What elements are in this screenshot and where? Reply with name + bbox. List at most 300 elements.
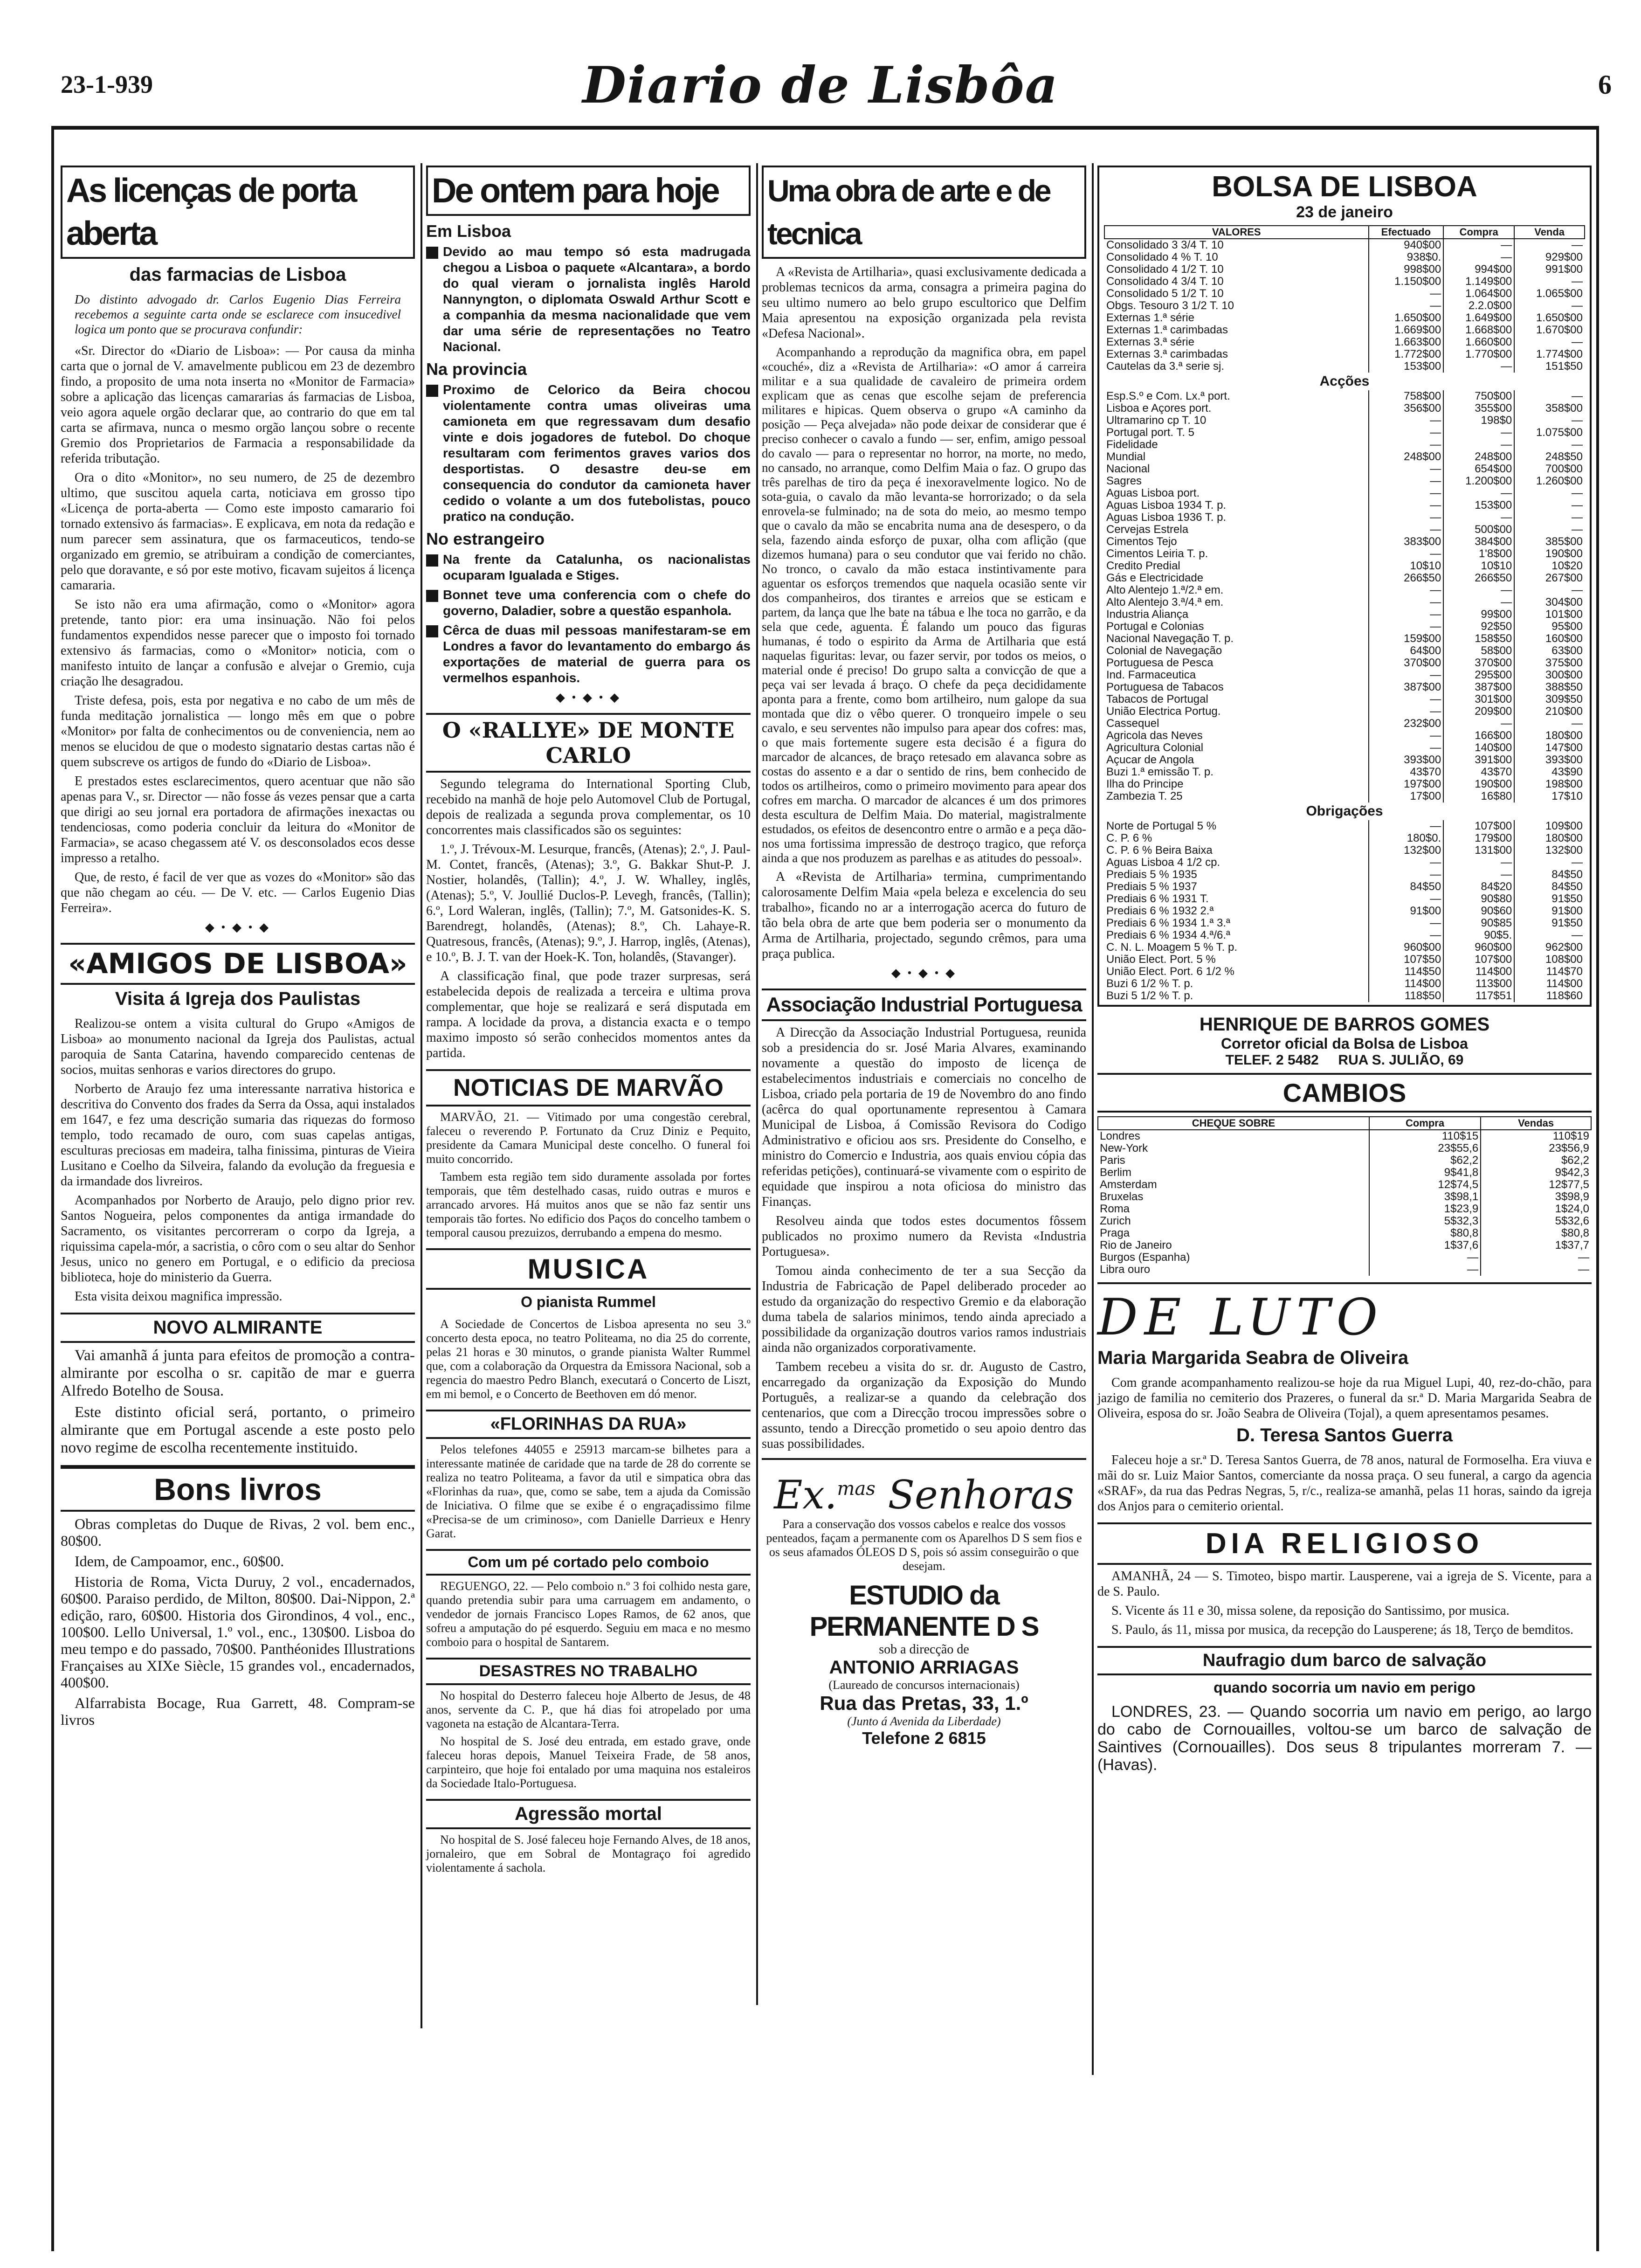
- row-value: 90$60: [1443, 905, 1514, 917]
- row-value: 110$15: [1369, 1130, 1481, 1142]
- corretor-box: [1097, 1014, 1592, 1068]
- row-value: —: [1514, 390, 1585, 402]
- row-value: 9$42,3: [1481, 1167, 1591, 1179]
- row-value: 248$00: [1369, 451, 1444, 463]
- row-value: —: [1481, 1252, 1591, 1264]
- table-row: [1104, 300, 1585, 312]
- bullet-square-icon: [426, 590, 438, 602]
- row-label: Cimentos Leiria T. p.: [1106, 547, 1208, 560]
- row-value: 387$00: [1369, 681, 1444, 693]
- article-title-ontem: De ontem para hoje: [426, 166, 751, 216]
- category-obrigacoes: Obrigações: [1306, 803, 1383, 819]
- row-label: Ind. Farmaceutica: [1106, 669, 1196, 681]
- row-value: 1.075$00: [1514, 427, 1585, 439]
- column-1: [61, 166, 415, 1732]
- ad-text: Para a conservação dos vossos cabelos e realce dos vossos penteados, façam a permanente com os Aparelhos D S sem fios e os seus afamados ÓLEOS D S, pois só assim conseguirão o que desejam.: [766, 1517, 1082, 1573]
- section-divider: [1097, 1282, 1592, 1284]
- table-row: [1098, 1155, 1591, 1167]
- row-value: 375$00: [1514, 657, 1585, 669]
- row-value: 209$00: [1443, 705, 1514, 718]
- row-value: —: [1514, 524, 1585, 536]
- header-rule: [51, 126, 1599, 130]
- ad-estudio-address-note: (Junto á Avenida da Liberdade): [847, 1715, 1001, 1728]
- table-row: [1104, 415, 1585, 427]
- table-row: [1104, 560, 1585, 572]
- row-value: 962$00: [1514, 941, 1585, 954]
- row-label: Libra ouro: [1100, 1263, 1151, 1276]
- row-label: Prediais 5 % 1937: [1106, 880, 1197, 893]
- row-label: Nacional: [1106, 463, 1150, 475]
- row-value: 248$00: [1443, 451, 1514, 463]
- row-value: —: [1481, 1264, 1591, 1276]
- paragraph: S. Paulo, ás 11, missa por musica, da recepção do Lausperene; ás 18, Terço de bemditos.: [1111, 1623, 1573, 1637]
- row-value: —: [1514, 336, 1585, 348]
- row-value: 700$00: [1514, 463, 1585, 475]
- column-rule-1: [421, 163, 422, 2028]
- row-value: —: [1369, 463, 1444, 475]
- ad-estudio-direction: sob a direcção de: [879, 1642, 969, 1657]
- table-row: [1104, 657, 1585, 669]
- row-value: 1.649$00: [1443, 312, 1514, 324]
- row-value: —: [1514, 300, 1585, 312]
- row-value: 3$98,1: [1369, 1191, 1481, 1203]
- row-value: 108$00: [1514, 954, 1585, 966]
- table-row: [1104, 487, 1585, 499]
- row-label: Prediais 6 % 1934 4.ª/6.ª: [1106, 929, 1230, 941]
- paragraph: A classificação final, que pode trazer surpresas, será estabelecida depois de realizada a terceira e ultima prova complementar, que hoje se realizará e será disputada em rampa. A locidade da prova, a distancia exacta e o tempo maximo imposto só serão conhecidos momentos antes da partida.: [426, 969, 751, 1060]
- paragraph: Segundo telegrama do International Sporting Club, recebido na manhã de hoje pelo Automovel Club de Portugal, depois de realizada a segunda prova complementar, os 10 concorrentes mais classificados são os seguintes:: [426, 777, 751, 837]
- paragraph: A «Revista de Artilharia», quasi exclusivamente dedicada a problemas tecnicos da arma, consagra a primeira pagina do seu ultimo numero ao belo grupo escultorico que Delfim Maia apresentou na exposição organizada pela revista «Defesa Nacional».: [762, 265, 1086, 341]
- table-row: [1104, 621, 1585, 633]
- row-value: 300$00: [1514, 669, 1585, 681]
- row-value: $80,8: [1369, 1227, 1481, 1239]
- row-label: Praga: [1100, 1227, 1130, 1239]
- article-title-obra: Uma obra de arte e de tecnica: [762, 166, 1086, 259]
- row-value: 110$19: [1481, 1130, 1591, 1142]
- paragraph: Idem, de Campoamor, enc., 60$00.: [75, 1553, 284, 1570]
- row-value: 295$00: [1443, 669, 1514, 681]
- table-row: [1104, 754, 1585, 766]
- paragraph: Com grande acompanhamento realizou-se hoje da rua Miguel Lupi, 40, rez-do-chão, para jazigo de familia no cemiterio dos Prazeres, o funeral da sr.ª D. Maria Margarida Seabra de Oliveira, esposa do sr. João Seabra de Oliveira (Tojal), a quem apresentamos pesames.: [1097, 1376, 1592, 1421]
- row-value: 118$60: [1514, 990, 1585, 1002]
- row-value: 500$00: [1443, 524, 1514, 536]
- table-row: [1104, 288, 1585, 300]
- column-rule-2: [756, 163, 758, 2005]
- row-value: 391$00: [1443, 754, 1514, 766]
- row-label: Buzi 5 1/2 % T. p.: [1106, 989, 1193, 1002]
- table-row: [1098, 1264, 1591, 1276]
- paragraph: Se isto não era uma afirmação, como o «Monitor» agora pretende, tanto pior: era uma insinuação. Não foi pelos fundamentos expendidos nesse parecer que o imposto foi tornado extensivo ás farmacias, como o «Monitor» noticia, com o manifesto intuito de lançar a confusão e alvejar o Gremio, cuja criação lhe desagradou.: [61, 597, 415, 689]
- row-value: 960$00: [1369, 941, 1444, 954]
- paragraph: Esta visita deixou magnifica impressão.: [75, 1289, 283, 1304]
- row-label: Credito Predial: [1106, 560, 1180, 572]
- row-value: 90$85: [1443, 917, 1514, 929]
- row-label: Norte de Portugal 5 %: [1106, 820, 1217, 832]
- table-row: [1098, 1203, 1591, 1215]
- row-value: 758$00: [1369, 390, 1444, 402]
- table-row: [1104, 251, 1585, 263]
- row-value: 12$77,5: [1481, 1179, 1591, 1191]
- row-value: —: [1443, 487, 1514, 499]
- row-value: 166$00: [1443, 730, 1514, 742]
- paragraph: Faleceu hoje a sr.ª D. Teresa Santos Guerra, de 78 anos, natural de Formoselha. Era viuva e mãi do sr. Luiz Maior Santos, comerciante da nossa praça. O seu funeral, a cargo da agencia «SRAF», da rua das Pedras Negras, 5, r/c., realiza-se amanhã, pelas 11 horas, saindo da igreja dos Anjos para o cemiterio oriental.: [1097, 1453, 1592, 1514]
- row-value: 750$00: [1443, 390, 1514, 402]
- row-value: —: [1369, 499, 1444, 512]
- row-label: Alto Alentejo 1.ª/2.ª em.: [1106, 584, 1224, 596]
- table-row: [1104, 978, 1585, 990]
- row-value: 385$00: [1514, 536, 1585, 548]
- row-value: 266$50: [1369, 572, 1444, 584]
- row-value: 1.772$00: [1369, 348, 1444, 360]
- row-value: 2.2.0$00: [1443, 300, 1514, 312]
- table-row: [1104, 390, 1585, 402]
- row-value: 388$50: [1514, 681, 1585, 693]
- table-row: [1098, 1130, 1591, 1142]
- row-value: 1$37,7: [1481, 1239, 1591, 1252]
- table-row: [1104, 742, 1585, 754]
- row-value: 1.669$00: [1369, 324, 1444, 336]
- table-row: [1104, 360, 1585, 373]
- row-value: 3$98,9: [1481, 1191, 1591, 1203]
- row-label: Obgs. Tesouro 3 1/2 T. 10: [1106, 299, 1234, 312]
- row-label: Nacional Navegação T. p.: [1106, 632, 1234, 645]
- row-value: —: [1369, 705, 1444, 718]
- table-row: [1104, 844, 1585, 857]
- paragraph: Ora o dito «Monitor», no seu numero, de 25 de dezembro ultimo, que suscitou aquela carta, noticiava em grosso tipo «Licença de porta-aberta — Como este imposto camarario foi tornado extensivo ás farmacias». E explicava, em nota da redação e num parecer sem assinatura, que os farmaceuticos, tendo-se organizado em gremio, se atribuiram a condição de comerciantes, pelo que doravante, e só por este motivo, ficavam sujeitos á licença camararia.: [61, 470, 415, 593]
- paragraph: Acompanhados por Norberto de Araujo, pelo digno prior rev. Santos Nogueira, pelos componentes da antiga irmandade do Sacramento, os visitantes percorreram o corpo da Igreja, a riquissima capela-mór, a sacristia, o côro com o seu altar do Senhor Jesus, unico no genero em Portugal, e o edificio da preciosa biblioteca, hoje do ministerio da Guerra.: [61, 1193, 415, 1285]
- fundos-rows: [1104, 239, 1585, 373]
- table-row: [1104, 548, 1585, 560]
- row-label: Fidelidade: [1106, 438, 1158, 451]
- table-row: [1104, 718, 1585, 730]
- table-row: [1104, 263, 1585, 276]
- row-value: 160$00: [1514, 633, 1585, 645]
- row-value: 356$00: [1369, 402, 1444, 415]
- row-value: 117$51: [1443, 990, 1514, 1002]
- ornament-divider: ◆ • ◆ • ◆: [891, 966, 957, 980]
- row-value: 131$00: [1443, 844, 1514, 857]
- table-row: [1098, 1167, 1591, 1179]
- row-value: 1.200$00: [1443, 475, 1514, 487]
- row-value: 10$10: [1369, 560, 1444, 572]
- bullet-square-icon: [426, 554, 438, 567]
- row-value: 190$00: [1443, 778, 1514, 790]
- row-value: —: [1369, 730, 1444, 742]
- row-label: Paris: [1100, 1154, 1125, 1167]
- section-label-provincia: Na provincia: [426, 360, 527, 379]
- paragraph: 1.º, J. Trévoux-M. Lesurque, francês, (Atenas); 2.º, J. Paul-M. Contet, francês, (Atenas); 3.º, G. Bakkar Shut-P. J. Nostier, holandês, (Tallin); 4.º, J. W. Whalley, inglês, (Atenas); 5.º, V. Joullié Duclos-P. Levegh, francês, (Tallin); 6.º, Lord Waleran, inglês, (Tallin); 7.º, M. Gatsonides-K. S. Barendregt, holandês, (Atenas); 8.º, Ch. Lahaye-R. Quatresous, francês, (Atenas); 9.º, J. Harrop, inglês, (Atenas), e 10.º, B. J. T. van der Hoek-K. Ton, holandês, (Stavanger).: [426, 842, 751, 964]
- table-row: [1104, 439, 1585, 451]
- table-row: [1104, 645, 1585, 657]
- row-value: 393$00: [1514, 754, 1585, 766]
- article-intro-licencas: Do distinto advogado dr. Carlos Eugenio Dias Ferreira recebemos a seguinte carta onde se esclarece com insucedivel logica um ponto que se procurava confundir:: [75, 292, 401, 336]
- bolsa-title: BOLSA DE LISBOA: [1212, 171, 1477, 203]
- row-value: 118$50: [1369, 990, 1444, 1002]
- row-value: 17$00: [1369, 790, 1444, 802]
- table-row: [1104, 778, 1585, 790]
- row-value: 101$00: [1514, 608, 1585, 621]
- paragraph: E prestados estes esclarecimentos, quero acentuar que não são apenas para V., sr. Director — não fosse ás vezes pensar que a carta que dirigi ao seu jornal era portadora de afirmações inexactas ou tendenciosas, como poderia concluir da leitura do «Monitor de Farmacia», se acaso chegassem até V. os desconsolados ecos desse impresso a retalho.: [61, 774, 415, 865]
- row-value: —: [1369, 929, 1444, 941]
- row-value: 266$50: [1443, 572, 1514, 584]
- row-value: 1.770$00: [1443, 348, 1514, 360]
- row-value: 1.668$00: [1443, 324, 1514, 336]
- row-value: 140$00: [1443, 742, 1514, 754]
- left-border: [51, 130, 54, 2251]
- article-title-almirante: NOVO ALMIRANTE: [61, 1313, 415, 1343]
- row-label: C. P. 6 %: [1106, 832, 1152, 844]
- table-row: [1104, 790, 1585, 802]
- row-value: —: [1369, 548, 1444, 560]
- row-value: 153$00: [1443, 499, 1514, 512]
- luto-name-1: Maria Margarida Seabra de Oliveira: [1097, 1348, 1408, 1368]
- paragraph: Pelos telefones 44055 e 25913 marcam-se bilhetes para a interessante matinée de caridade que na tarde de 28 do corrente se realiza no teatro Politeama, a favor da util e simpatica obra das «Florinhas da rua», que, como se sabe, tem a ajuda da Comissão de Iniciativa. O filme que se exibe é o engraçadissimo filme «Precisa-se de um criminoso», com Danielle Darrieux e Henry Garat.: [426, 1443, 751, 1540]
- row-value: —: [1514, 857, 1585, 869]
- row-value: —: [1369, 427, 1444, 439]
- accoes-rows: [1104, 390, 1585, 802]
- row-label: Aguas Lisboa port.: [1106, 487, 1200, 499]
- table-row: [1098, 1239, 1591, 1252]
- table-row: [1104, 596, 1585, 608]
- row-value: —: [1443, 439, 1514, 451]
- table-row: [1104, 905, 1585, 917]
- article-title-rallye: O «RALLYE» DE MONTE CARLO: [426, 713, 751, 773]
- row-value: 370$00: [1443, 657, 1514, 669]
- row-value: 23$55,6: [1369, 1142, 1481, 1155]
- column-2: [426, 166, 751, 1879]
- row-value: 1.774$00: [1514, 348, 1585, 360]
- paragraph: Realizou-se ontem a visita cultural do Grupo «Amigos de Lisboa» ao monumento nacional da Igreja dos Paulistas, actual paroquia de Santa Catarina, havendo comparecido centenas de socios, muitas senhoras e varios directores do grupo.: [61, 1016, 415, 1077]
- column-header: VALORES: [1104, 226, 1369, 239]
- row-value: —: [1369, 512, 1444, 524]
- row-value: 960$00: [1443, 941, 1514, 954]
- row-label: C. N. L. Moagem 5 % T. p.: [1106, 941, 1238, 954]
- row-label: Prediais 6 % 1931 T.: [1106, 892, 1209, 905]
- article-subtitle-amigos: Visita á Igreja dos Paulistas: [115, 989, 361, 1009]
- row-value: 1.150$00: [1369, 276, 1444, 288]
- row-value: 383$00: [1369, 536, 1444, 548]
- paragraph: AMANHÃ, 24 — S. Timoteo, bispo martir. Lausperene, vai a igreja de S. Vicente, para a de S. Paulo.: [1097, 1569, 1592, 1599]
- table-row: [1104, 463, 1585, 475]
- row-label: Burgos (Espanha): [1100, 1251, 1190, 1264]
- row-value: 994$00: [1443, 263, 1514, 276]
- row-value: 84$50: [1514, 869, 1585, 881]
- row-value: $62,2: [1369, 1155, 1481, 1167]
- row-label: Lisboa e Açores port.: [1106, 402, 1212, 415]
- table-row: [1104, 766, 1585, 778]
- row-label: Amsterdam: [1100, 1178, 1157, 1191]
- row-value: —: [1369, 487, 1444, 499]
- row-value: 940$00: [1369, 239, 1444, 251]
- row-value: 43$70: [1443, 766, 1514, 778]
- row-value: 90$5.: [1443, 929, 1514, 941]
- article-title-comboio: Com um pé cortado pelo comboio: [426, 1549, 751, 1576]
- row-value: —: [1369, 439, 1444, 451]
- table-row: [1104, 954, 1585, 966]
- table-row: [1098, 1191, 1591, 1203]
- row-label: Roma: [1100, 1203, 1130, 1215]
- row-value: 991$00: [1514, 263, 1585, 276]
- row-value: 309$50: [1514, 693, 1585, 705]
- section-label-estrangeiro: No estrangeiro: [426, 529, 545, 548]
- row-value: —: [1514, 512, 1585, 524]
- row-value: —: [1443, 239, 1514, 251]
- table-row: [1104, 730, 1585, 742]
- row-value: —: [1514, 487, 1585, 499]
- corretor-contact: TELEF. 2 5482 RUA S. JULIÃO, 69: [1225, 1052, 1464, 1068]
- row-value: 267$00: [1514, 572, 1585, 584]
- row-label: Portuguesa de Pesca: [1106, 657, 1214, 669]
- row-label: Industria Aliança: [1106, 608, 1189, 621]
- row-value: 107$00: [1443, 954, 1514, 966]
- row-value: —: [1514, 718, 1585, 730]
- row-value: 384$00: [1443, 536, 1514, 548]
- row-value: 91$50: [1514, 893, 1585, 905]
- row-value: 107$50: [1369, 954, 1444, 966]
- table-row: [1104, 499, 1585, 512]
- row-value: 1.065$00: [1514, 288, 1585, 300]
- row-value: 358$00: [1514, 402, 1585, 415]
- bolsa-date: 23 de janeiro: [1296, 203, 1393, 221]
- news-item: Na frente da Catalunha, os nacionalistas ocuparam Igualada e Stiges.: [426, 552, 751, 583]
- row-value: —: [1443, 360, 1514, 373]
- table-row: [1104, 893, 1585, 905]
- row-value: 304$00: [1514, 596, 1585, 608]
- table-row: [1104, 917, 1585, 929]
- row-value: —: [1514, 584, 1585, 596]
- row-label: Externas 1.ª carimbadas: [1106, 324, 1228, 336]
- row-value: —: [1443, 857, 1514, 869]
- row-label: Bruxelas: [1100, 1190, 1144, 1203]
- row-value: 1.064$00: [1443, 288, 1514, 300]
- row-label: Zurich: [1100, 1215, 1131, 1227]
- row-value: $80,8: [1481, 1227, 1591, 1239]
- issue-date: 23-1-939: [61, 70, 153, 98]
- article-title-musica: MUSICA: [426, 1248, 751, 1290]
- table-row: [1104, 239, 1585, 251]
- row-label: Externas 3.ª carimbadas: [1106, 348, 1228, 360]
- row-value: —: [1369, 1264, 1481, 1276]
- row-value: 58$00: [1443, 645, 1514, 657]
- column-header: Efectuado: [1369, 226, 1444, 239]
- row-value: —: [1514, 929, 1585, 941]
- bolsa-table: [1104, 225, 1585, 1002]
- row-value: —: [1514, 499, 1585, 512]
- column-header: Compra: [1443, 226, 1514, 239]
- row-value: 84$50: [1514, 881, 1585, 893]
- row-value: —: [1443, 869, 1514, 881]
- ad-divider: [762, 1458, 1086, 1460]
- paragraph: Historia de Roma, Victa Duruy, 2 vol., encadernados, 60$00. Paraiso perdido, de Milton, 80$00. Dai-Nippon, 2.ª edição, raro, 60$00. Historia dos Girondinos, 4 vol., enc., 100$00. Lello Universal, 1.º vol., enc., 130$00. Lisboa do meu tempo e do passado, 70$00. Panthéonides Illustrations Françaises au XIXe Siècle, 15 grandes vol., encadernados, 400$00.: [61, 1573, 415, 1691]
- row-value: 301$00: [1443, 693, 1514, 705]
- row-label: Aguas Lisboa 4 1/2 cp.: [1106, 856, 1220, 869]
- row-value: —: [1514, 239, 1585, 251]
- article-title-marvao: NOTICIAS DE MARVÃO: [426, 1069, 751, 1106]
- row-value: 5$32,3: [1369, 1215, 1481, 1227]
- table-row: [1104, 929, 1585, 941]
- paragraph: Acompanhando a reprodução da magnifica obra, em papel «couché», diz a «Revista de Artilharia»: «O amor á carreira militar e a sua qualidade de cavaleiro de primeira ordem explicam que as cenas que escolhe sejam de preferencia militares e hipicas. Quem observa o grupo «A caminho da posição — Peça alvejada» não pode deixar de considerar que é preciso conhecer o cavalo a fundo — ser, enfim, amigo pessoal do cavalo — para o representar no horror, na morte, no medo, no cansado, no arranque, como Delfim Maia o faz. O grupo das três parelhas de tiro da peça é inexoravelmente logico. No de sota-guia, o cavalo da mão levanta-se horrorizado; o da sela enrovela-se fulminado; na de sota do meio, ao mesmo tempo que o cavalo da mão se encabrita numa ana de desespero, o da sela, fazendo ainda esforço de puxar, olha com aflição (que dizemos humana) para o seu condutor que vai ferido no chão. No tronco, o cavalo da mão estaca instintivamente para aguentar os esforços tremendos que naquela ocasião sente vir dos companheiros, dos tirantes e arreios que se esticam e partem, da lança que lhe bate na tábua e lhe toca no garrão, e da sela que cede, aguenta. É falando um pouco das figuras humanas, é todo o espirito da Arma de Artilharia que está naquelas figuritas: levar, ou fazer servir, por todos os meios, o material onde é preciso! Do grupo salta a convicção de que a peça vai ser levada á braço. O chefe da peça decididamente aponta para a frente, como bom artilheiro, num galope da sua montada que diz o vêbo querer. O tronqueiro impele o seu cavalo, e seu serventes não impulso para apear dos cofres: mas, o que mais fortemente sugere esta decisão é a figura do marcador de alcances, de braço retesado em alavanca sobre as costas do assento e a dar o sentido de rins, bem conhecido de todos os artilheiros, como o primeiro movimento para apear dos cofres em marcha. O marcador de alcances é um dos primores desta escultura de Delfim Maia. Do material, magistralmente estudados, os efeitos de desencontro entre o armão e a peça dão-nos uma fortissima impressão de destroço tragico, que reforça ainda a que nos produzem as parelhas e as atitudes do pessoal».: [762, 345, 1086, 865]
- cambios-rows: [1098, 1130, 1591, 1276]
- table-row: [1104, 693, 1585, 705]
- row-value: $62,2: [1481, 1155, 1591, 1167]
- paragraph: No hospital do Desterro faleceu hoje Alberto de Jesus, de 48 anos, servente da C. P., que há dias foi atropelado por uma vagoneta na estação de Alcantara-Terra.: [426, 1689, 751, 1730]
- row-value: 1.650$00: [1369, 312, 1444, 324]
- table-row: [1104, 869, 1585, 881]
- table-row: [1098, 1179, 1591, 1191]
- row-value: —: [1369, 917, 1444, 929]
- paragraph: Resolveu ainda que todos estes documentos fôssem publicados no proximo numero da Revista «Industria Portuguesa».: [762, 1214, 1086, 1259]
- row-value: —: [1369, 857, 1444, 869]
- masthead: Diario de Lisbôa: [582, 56, 1059, 115]
- naufragio-subtitle: quando socorria um navio em perigo: [1214, 1679, 1476, 1696]
- table-row: [1104, 941, 1585, 954]
- paragraph: Tambem esta região tem sido duramente assolada por fortes temporais, que têm destelhado casas, ruido outras e muros e arrancado arvores. Há muitos anos que se não faz sentir uns temporais tão fortes. No edificio dos Paços do concelho tambem o temporal causou prezuizos, derrubando a empena do mesmo.: [426, 1170, 751, 1239]
- row-label: Londres: [1100, 1130, 1140, 1142]
- row-value: —: [1369, 1252, 1481, 1264]
- table-row: [1104, 681, 1585, 693]
- table-row: [1104, 348, 1585, 360]
- table-row: [1104, 857, 1585, 869]
- row-label: Portugal e Colonias: [1106, 620, 1204, 633]
- column-header: Vendas: [1481, 1117, 1591, 1130]
- paragraph: MARVÃO, 21. — Vitimado por uma congestão cerebral, faleceu o reverendo P. Fortunato da Cruz Diniz e Pequito, presidente da Camara Municipal deste concelho. O funeral foi muito concorrido.: [426, 1110, 751, 1166]
- table-row: [1104, 669, 1585, 681]
- row-value: 114$00: [1514, 978, 1585, 990]
- row-value: 1.670$00: [1514, 324, 1585, 336]
- table-row: [1098, 1227, 1591, 1239]
- row-label: New-York: [1100, 1142, 1148, 1155]
- row-value: —: [1443, 512, 1514, 524]
- row-label: Portugal port. T. 5: [1106, 426, 1194, 439]
- row-value: 1'8$00: [1443, 548, 1514, 560]
- row-label: Açucar de Angola: [1106, 754, 1194, 766]
- paragraph: Vai amanhã á junta para efeitos de promoção a contra-almirante por escolha o sr. capitão de mar e guerra Alfredo Botelho de Sousa.: [61, 1347, 415, 1399]
- paragraph: Obras completas do Duque de Rivas, 2 vol. bem enc., 80$00.: [61, 1515, 415, 1549]
- row-value: 190$00: [1514, 548, 1585, 560]
- bolsa-box: [1097, 166, 1592, 1007]
- row-label: C. P. 6 % Beira Baixa: [1106, 844, 1213, 857]
- table-row: [1104, 512, 1585, 524]
- table-row: [1104, 990, 1585, 1002]
- table-row: [1098, 1252, 1591, 1264]
- paragraph: REGUENGO, 22. — Pelo comboio n.º 3 foi colhido nesta gare, quando pretendia subir para uma carruagem em andamento, o vendedor de jornais Francisco Lopes Ramos, de 62 anos, que sofreu a amputação do pé esquerdo. Seguiu em maca e no mesmo comboio para o hospital de Santarem.: [426, 1579, 751, 1649]
- paragraph: No hospital de S. José faleceu hoje Fernando Alves, de 18 anos, jornaleiro, que em Sobral de Montagraço foi agredido violentamente á sachola.: [426, 1833, 751, 1874]
- table-row: [1104, 832, 1585, 844]
- row-label: Gás e Electricidade: [1106, 572, 1204, 584]
- row-value: 198$0: [1443, 415, 1514, 427]
- table-row: [1104, 633, 1585, 645]
- table-row: [1104, 608, 1585, 621]
- cambios-table: [1097, 1116, 1592, 1276]
- row-value: 393$00: [1369, 754, 1444, 766]
- row-value: 107$00: [1443, 820, 1514, 832]
- row-label: Colonial de Navegação: [1106, 644, 1222, 657]
- row-value: 10$10: [1443, 560, 1514, 572]
- ornament-divider: ◆ • ◆ • ◆: [205, 920, 271, 934]
- paragraph: Norberto de Araujo fez uma interessante narrativa historica e descritiva do Convento dos frades da Serra da Ossa, aqui instalados em 1647, e fez uma descrição sumaria das riquezas do formoso templo, todo recamado de ouro, com suas capelas antigas, esculturas preciosas em madeira, talha finissima, pinturas de Vieira Lusitano e Coelho da Silveira, falando da evolução da freguesia e da irmandade dos livreiros.: [61, 1082, 415, 1189]
- table-row: [1104, 324, 1585, 336]
- corretor-name: HENRIQUE DE BARROS GOMES: [1199, 1014, 1490, 1035]
- article-title-licencas: As licenças de porta aberta: [61, 166, 415, 259]
- paragraph: S. Vicente ás 11 e 30, missa solene, da reposição do Santissimo, por musica.: [1111, 1604, 1510, 1618]
- row-value: —: [1369, 820, 1444, 832]
- row-value: 210$00: [1514, 705, 1585, 718]
- bullet-square-icon: [426, 385, 438, 397]
- table-row: [1104, 881, 1585, 893]
- table-row: [1098, 1215, 1591, 1227]
- row-value: 929$00: [1514, 251, 1585, 263]
- row-value: 91$00: [1369, 905, 1444, 917]
